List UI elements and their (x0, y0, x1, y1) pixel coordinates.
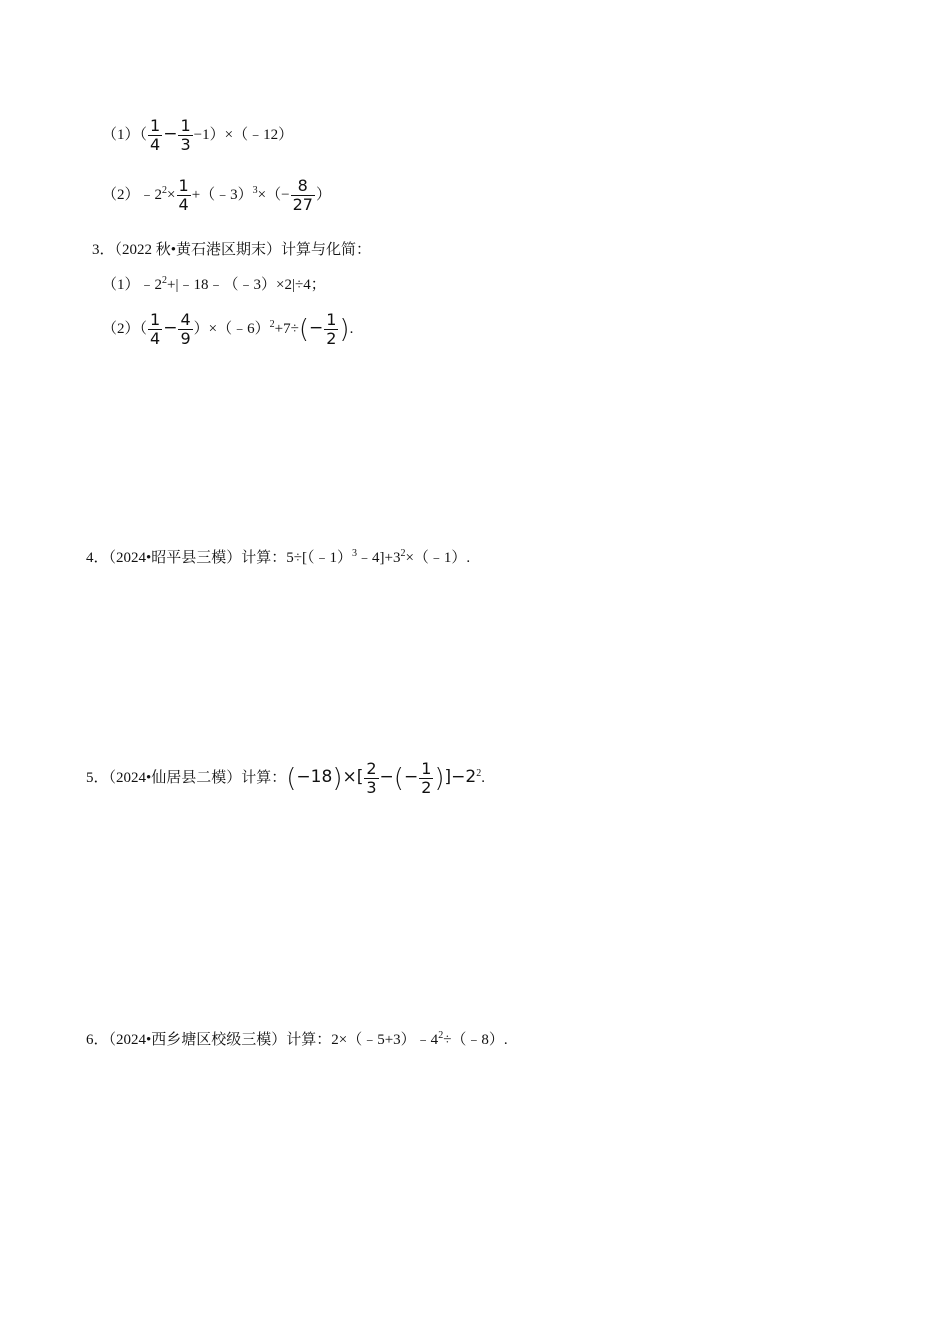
fraction-1-2: $\frac{1}{2}$ (326, 310, 337, 348)
q3-title: 3．（2022 秋•黄石港区期末）计算与化简： (92, 242, 372, 258)
paren-open: ( (298, 314, 309, 345)
exponent: 3 (252, 184, 258, 196)
minus-sign: − (379, 766, 394, 787)
q3-p2-open: （ (139, 320, 148, 337)
q2-part1 (102, 118, 293, 153)
q3-part1 (102, 275, 326, 293)
fraction-1-2: $\frac{1}{2}$ (421, 759, 432, 797)
exponent: 2 (162, 275, 168, 286)
q2-p1-open: （ (139, 126, 148, 143)
q5-value: −18 (296, 766, 333, 787)
q3-p2-mid2: +7÷ (274, 320, 299, 337)
minus-sign: − (308, 317, 324, 338)
minus-sign: − (403, 766, 419, 787)
q4-mid: ﹣4]+3 (356, 550, 401, 566)
paren-close: ) (434, 763, 445, 794)
q5-line (86, 761, 485, 796)
q3-p2-mid: ）×（﹣6） (193, 320, 270, 337)
fraction-1-4: $\frac{1}{4}$ (150, 116, 161, 154)
q2-p2-mid: +（﹣3） (191, 186, 253, 203)
exponent: 2 (438, 1030, 444, 1041)
q2-p2-lead: ﹣2 (139, 186, 163, 203)
fraction-4-9: $\frac{4}{9}$ (180, 310, 191, 348)
paren-open: ( (286, 763, 297, 794)
period: . (349, 320, 354, 337)
q3-part2 (102, 312, 353, 347)
q6-lead: 6．（2024•西乡塘区校级三模）计算：2×（﹣5+3）﹣4 (86, 1032, 439, 1048)
q5-tail: ]−2 (444, 766, 477, 787)
paren-open: ( (393, 763, 404, 794)
q6-tail: ÷（﹣8）. (443, 1032, 508, 1048)
minus-sign: − (163, 123, 178, 144)
exponent: 3 (351, 548, 357, 559)
q2-p2-label: （2） (102, 186, 140, 203)
q2-p1-tail: −1）×（﹣12） (193, 126, 294, 143)
fraction-1-4: $\frac{1}{4}$ (178, 176, 189, 214)
fraction-1-3: $\frac{1}{3}$ (180, 116, 191, 154)
fraction-8-27: $\frac{8}{27}$ (292, 176, 313, 214)
q3-p2-label: （2） (102, 320, 140, 337)
q5-lead: 5．（2024•仙居县二模）计算： (86, 769, 287, 786)
q6-line (86, 1030, 508, 1048)
q2-p2-mid2: ×（− (257, 186, 290, 203)
times-sign: × (167, 186, 176, 203)
minus-sign: − (163, 317, 178, 338)
paren-close: ) (332, 763, 343, 794)
exponent: 2 (162, 184, 168, 196)
fraction-2-3: $\frac{2}{3}$ (366, 759, 377, 797)
fraction-1-4: $\frac{1}{4}$ (150, 310, 161, 348)
exponent: 2 (476, 767, 482, 779)
period: . (481, 769, 485, 786)
q4-lead: 4．（2024•昭平县三模）计算：5÷[（﹣1） (86, 550, 352, 566)
paren-close: ) (339, 314, 350, 345)
exponent: 2 (269, 318, 275, 330)
q2-p1-label: （1） (102, 126, 140, 143)
q2-p2-close: ） (315, 186, 331, 203)
q3-p1-lead: ﹣2 (139, 277, 163, 293)
exponent: 2 (400, 548, 406, 559)
q4-line (86, 548, 471, 566)
q5-times: ×[ (342, 766, 364, 787)
q3-p1-label: （1） (102, 277, 140, 293)
q4-tail: ×（﹣1）. (405, 550, 471, 566)
q2-part2 (102, 178, 331, 213)
q3-p1-rest: +|﹣18﹣（﹣3）×2|÷4； (167, 277, 326, 293)
